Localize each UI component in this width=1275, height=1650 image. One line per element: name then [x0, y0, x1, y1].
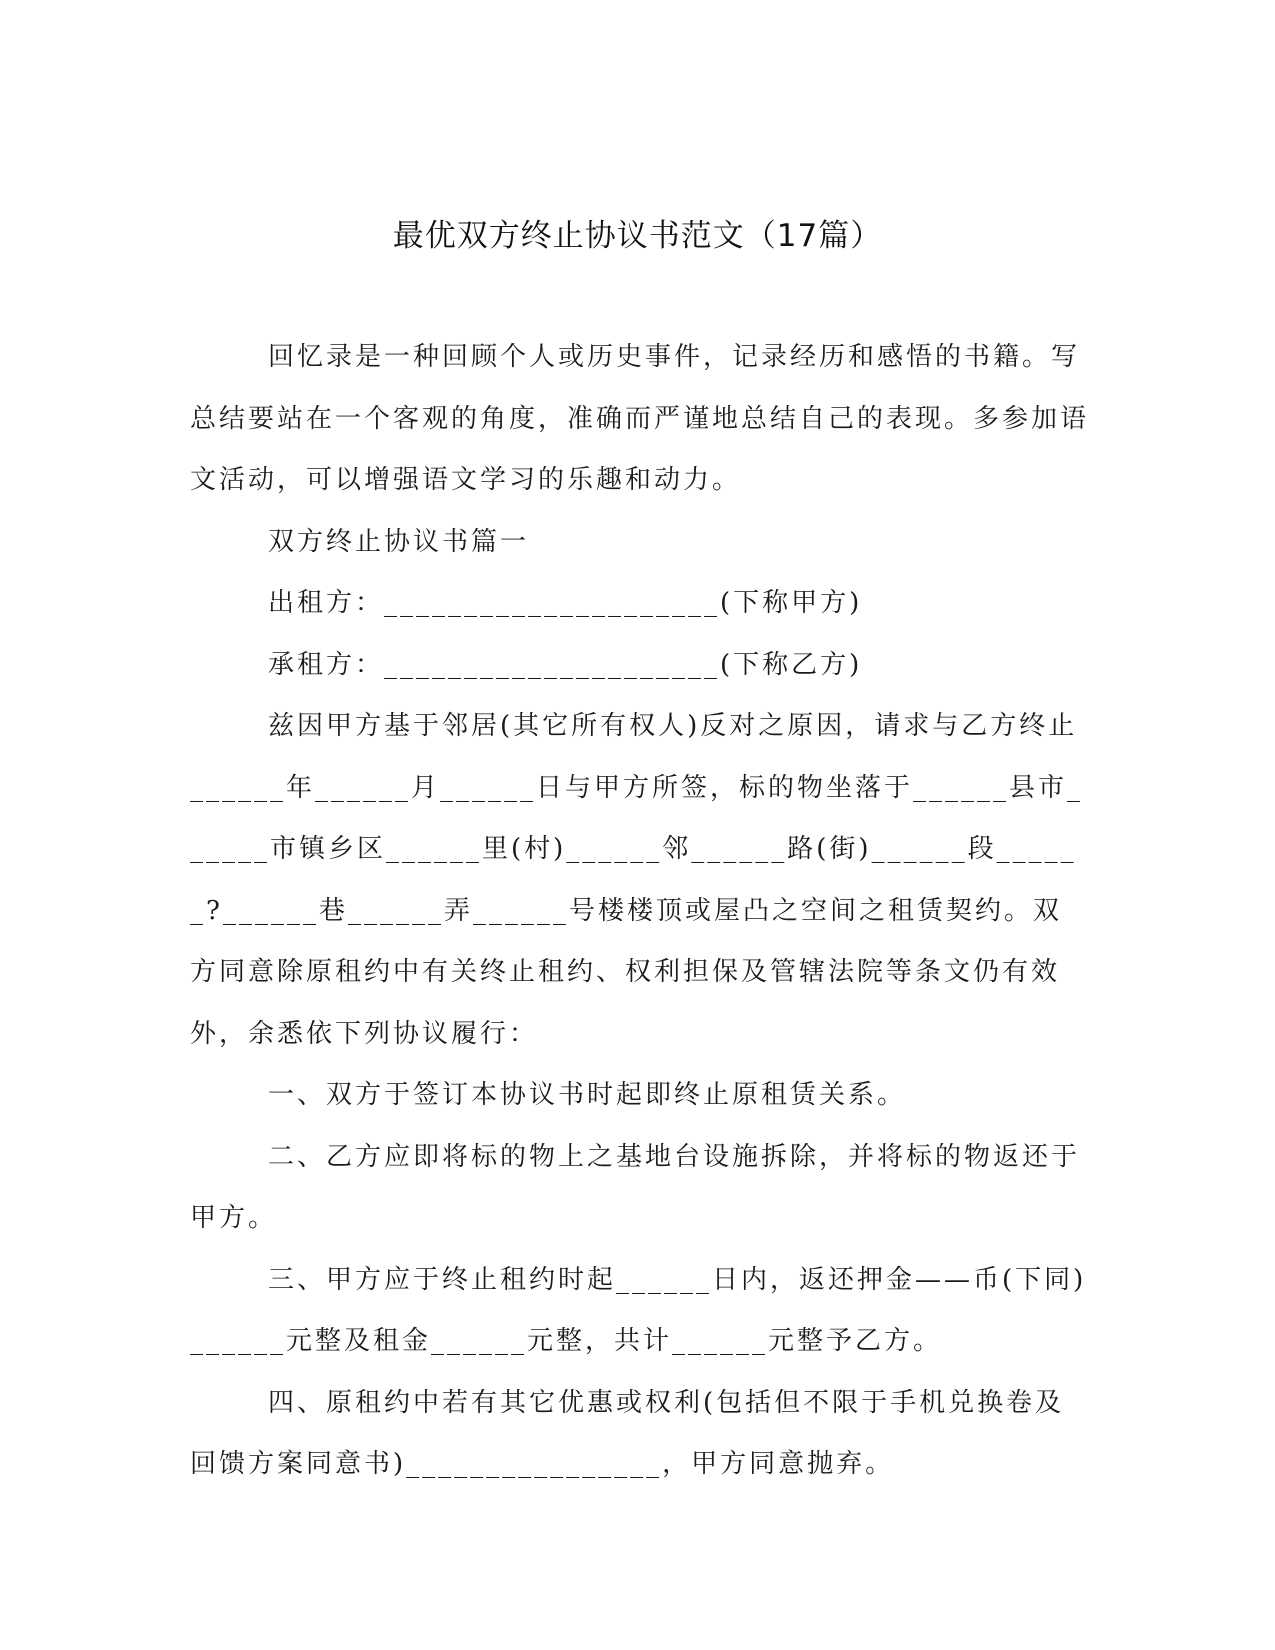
- clause-1: 一、双方于签订本协议书时起即终止原租赁关系。: [268, 1080, 907, 1110]
- document-body: [190, 327, 1090, 1496]
- document-title: 最优双方终止协议书范文（17篇）: [392, 218, 883, 254]
- agreement-paragraph: 兹因甲方基于邻居(其它所有权人)反对之原因，请求与乙方终止______年______月______日与甲方所签，标的物坐落于______县市______市镇乡区______里(村)______邻______路(街)______段______?______巷______弄______号楼楼顶或屋凸之空间之租赁契约。双方同意除原租约中有关终止租约、权利担保及管辖法院等条文仍有效外，余悉依下列协议履行：: [190, 711, 1084, 1049]
- clause-4: 四、原租约中若有其它优惠或权利(包括但不限于手机兑换卷及回馈方案同意书)________________，甲方同意抛弃。: [190, 1387, 1065, 1479]
- clause-2: 二、乙方应即将标的物上之基地台设施拆除，并将标的物返还于甲方。: [190, 1141, 1081, 1233]
- lessor-line: 出租方：_____________________(下称甲方): [268, 588, 863, 618]
- clause-3: 三、甲方应于终止租约时起______日内，返还押金——币(下同)______元整及租金______元整，共计______元整予乙方。: [190, 1264, 1087, 1356]
- section-heading: 双方终止协议书篇一: [268, 526, 530, 557]
- intro-paragraph: 回忆录是一种回顾个人或历史事件，记录经历和感悟的书籍。写总结要站在一个客观的角度，准确而严谨地总结自己的表现。多参加语文活动，可以增强语文学习的乐趣和动力。: [190, 342, 1090, 495]
- lessee-line: 承租方：_____________________(下称乙方): [268, 649, 863, 680]
